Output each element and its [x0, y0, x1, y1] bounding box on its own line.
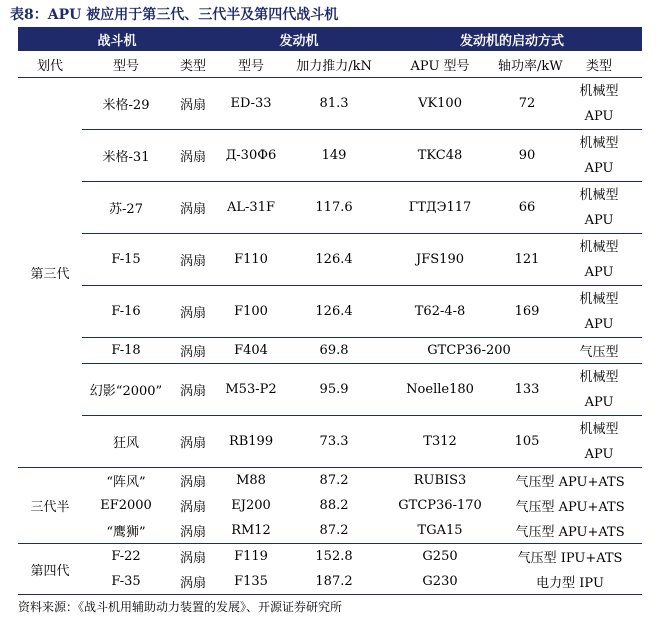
table-row	[18, 234, 642, 286]
thrust-cell: 87.2	[319, 473, 349, 488]
start-type-cell	[556, 286, 642, 338]
start-type-cell	[556, 416, 642, 468]
header-group-row	[18, 27, 642, 51]
col-header: 类型	[170, 51, 216, 78]
engine-type-cell: 涡扇	[170, 78, 216, 130]
engine-model-cell: Д-30Ф6	[216, 130, 286, 182]
fighter-model-cell: F-16	[82, 286, 170, 338]
apu-model-cell: G250	[422, 549, 458, 564]
engine-model-cell: F100	[216, 286, 286, 338]
engine-model-cell: F110	[216, 234, 286, 286]
table-row	[18, 364, 642, 416]
col-header: 型号	[216, 51, 286, 78]
shaft-power-cell: 169	[498, 286, 556, 338]
start-type-cell: 电力型 IPU	[498, 569, 642, 595]
col-header: 类型	[556, 51, 642, 78]
fighter-model-cell: “鹰狮”	[82, 518, 170, 544]
engine-type-cell: 涡扇	[170, 182, 216, 234]
fighter-model-cell: F-15	[82, 234, 170, 286]
source-note: 资料来源：《战斗机用辅助动力装置的发展》、开源证券研究所	[18, 600, 343, 614]
engine-model-cell: F404	[216, 338, 286, 364]
start-type-text: 机械型 APU	[579, 291, 619, 332]
col-header: 划代	[18, 51, 82, 78]
apu-model-cell: RUBIS3	[413, 473, 467, 488]
engine-type-cell: 涡扇	[170, 569, 216, 595]
engine-model-cell: ED-33	[216, 78, 286, 130]
fighter-model-cell: 米格-29	[82, 78, 170, 130]
thrust-cell: 81.3	[286, 78, 382, 130]
engine-model-cell: RB199	[216, 416, 286, 468]
fighter-model-cell: 米格-31	[82, 130, 170, 182]
col-header: 型号	[82, 51, 170, 78]
header-group-fighter: 战斗机	[18, 27, 216, 51]
start-type-cell	[556, 234, 642, 286]
apu-model-cell: VK100	[382, 78, 498, 130]
engine-type-cell: 涡扇	[170, 518, 216, 544]
table-row	[18, 493, 642, 518]
start-type-text: 机械型 APU	[579, 187, 619, 228]
thrust-cell: 126.4	[286, 286, 382, 338]
start-type-text: 机械型 APU	[579, 239, 619, 280]
engine-type-cell: 涡扇	[170, 364, 216, 416]
generation-cell: 第三代	[18, 78, 82, 468]
start-type-cell: 气压型 APU+ATS	[515, 475, 625, 490]
shaft-power-cell: 105	[498, 416, 556, 468]
engine-type-cell: 涡扇	[170, 416, 216, 468]
col-header: APU 型号	[382, 51, 498, 78]
engine-type-cell: 涡扇	[170, 286, 216, 338]
apu-model-cell: T62-4-8	[382, 286, 498, 338]
thrust-cell: 69.8	[286, 338, 382, 364]
data-table	[18, 27, 642, 595]
thrust-cell: 73.3	[286, 416, 382, 468]
table-title: 表8：APU 被应用于第三代、三代半及第四代战斗机	[10, 7, 339, 23]
engine-model-cell: EJ200	[231, 498, 271, 513]
table-body	[18, 78, 642, 595]
table-row	[18, 468, 642, 494]
apu-model-cell: GTCP36-200	[382, 338, 556, 364]
start-type-cell: 气压型 IPU+ATS	[517, 551, 623, 566]
shaft-power-cell: 66	[498, 182, 556, 234]
engine-type-cell: 涡扇	[180, 475, 207, 490]
start-type-cell	[556, 364, 642, 416]
table-row	[18, 338, 642, 364]
shaft-power-cell: 133	[498, 364, 556, 416]
apu-model-cell: Noelle180	[382, 364, 498, 416]
engine-model-cell: F135	[216, 569, 286, 595]
engine-model-cell: RM12	[216, 518, 286, 544]
engine-type-cell: 涡扇	[170, 130, 216, 182]
header-group-start: 发动机的启动方式	[382, 27, 642, 51]
fighter-model-cell: 苏-27	[82, 182, 170, 234]
thrust-cell: 95.9	[286, 364, 382, 416]
table-row	[18, 78, 642, 130]
table-row	[18, 416, 642, 468]
thrust-cell: 126.4	[286, 234, 382, 286]
fighter-model-cell: F-35	[82, 569, 170, 595]
table-row	[18, 569, 642, 595]
fighter-model-cell: EF2000	[100, 498, 152, 513]
engine-type-cell: 涡扇	[180, 500, 207, 515]
engine-type-cell: 涡扇	[170, 338, 216, 364]
thrust-cell: 117.6	[286, 182, 382, 234]
apu-model-cell: G230	[382, 569, 498, 595]
start-type-cell	[556, 78, 642, 130]
start-type-cell	[556, 182, 642, 234]
engine-model-cell: F119	[234, 549, 268, 564]
start-type-text: 机械型 APU	[579, 369, 619, 410]
table-row	[18, 518, 642, 544]
engine-type-cell: 涡扇	[170, 234, 216, 286]
engine-model-cell: AL-31F	[216, 182, 286, 234]
apu-model-cell: JFS190	[382, 234, 498, 286]
start-type-text: 机械型 APU	[579, 135, 619, 176]
thrust-cell: 152.8	[315, 549, 353, 564]
apu-model-cell: ГТДЭ117	[382, 182, 498, 234]
fighter-model-cell: 狂风	[82, 416, 170, 468]
fighter-model-cell: F-22	[111, 549, 141, 564]
generation-cell: 三代半	[18, 468, 82, 544]
thrust-cell: 87.2	[286, 518, 382, 544]
apu-model-cell: T312	[382, 416, 498, 468]
start-type-cell: 气压型 APU+ATS	[515, 500, 625, 515]
apu-model-cell: TGA15	[382, 518, 498, 544]
start-type-cell: 气压型	[556, 338, 642, 364]
column-header-row	[18, 51, 642, 78]
start-type-cell	[556, 130, 642, 182]
start-type-text: 机械型 APU	[579, 83, 619, 124]
fighter-model-cell: F-18	[82, 338, 170, 364]
table-row	[18, 544, 642, 570]
engine-model-cell: M53-P2	[216, 364, 286, 416]
shaft-power-cell: 90	[498, 130, 556, 182]
header-group-engine: 发动机	[216, 27, 382, 51]
table-row	[18, 182, 642, 234]
thrust-cell: 187.2	[286, 569, 382, 595]
engine-model-cell: M88	[236, 473, 266, 488]
fighter-model-cell: 幻影“2000”	[82, 364, 170, 416]
shaft-power-cell: 72	[498, 78, 556, 130]
start-type-text: 机械型 APU	[579, 421, 619, 462]
apu-model-cell: GTCP36-170	[398, 498, 482, 513]
shaft-power-cell: 121	[498, 234, 556, 286]
engine-type-cell: 涡扇	[180, 551, 207, 566]
table-row	[18, 286, 642, 338]
thrust-cell: 88.2	[319, 498, 349, 513]
generation-cell: 第四代	[18, 544, 82, 595]
fighter-model-cell: “阵风”	[106, 475, 146, 490]
start-type-cell: 气压型 APU+ATS	[498, 518, 642, 544]
table-row	[18, 130, 642, 182]
col-header: 轴功率/kW	[498, 51, 556, 78]
apu-model-cell: TKC48	[382, 130, 498, 182]
thrust-cell: 149	[286, 130, 382, 182]
col-header: 加力推力/kN	[286, 51, 382, 78]
